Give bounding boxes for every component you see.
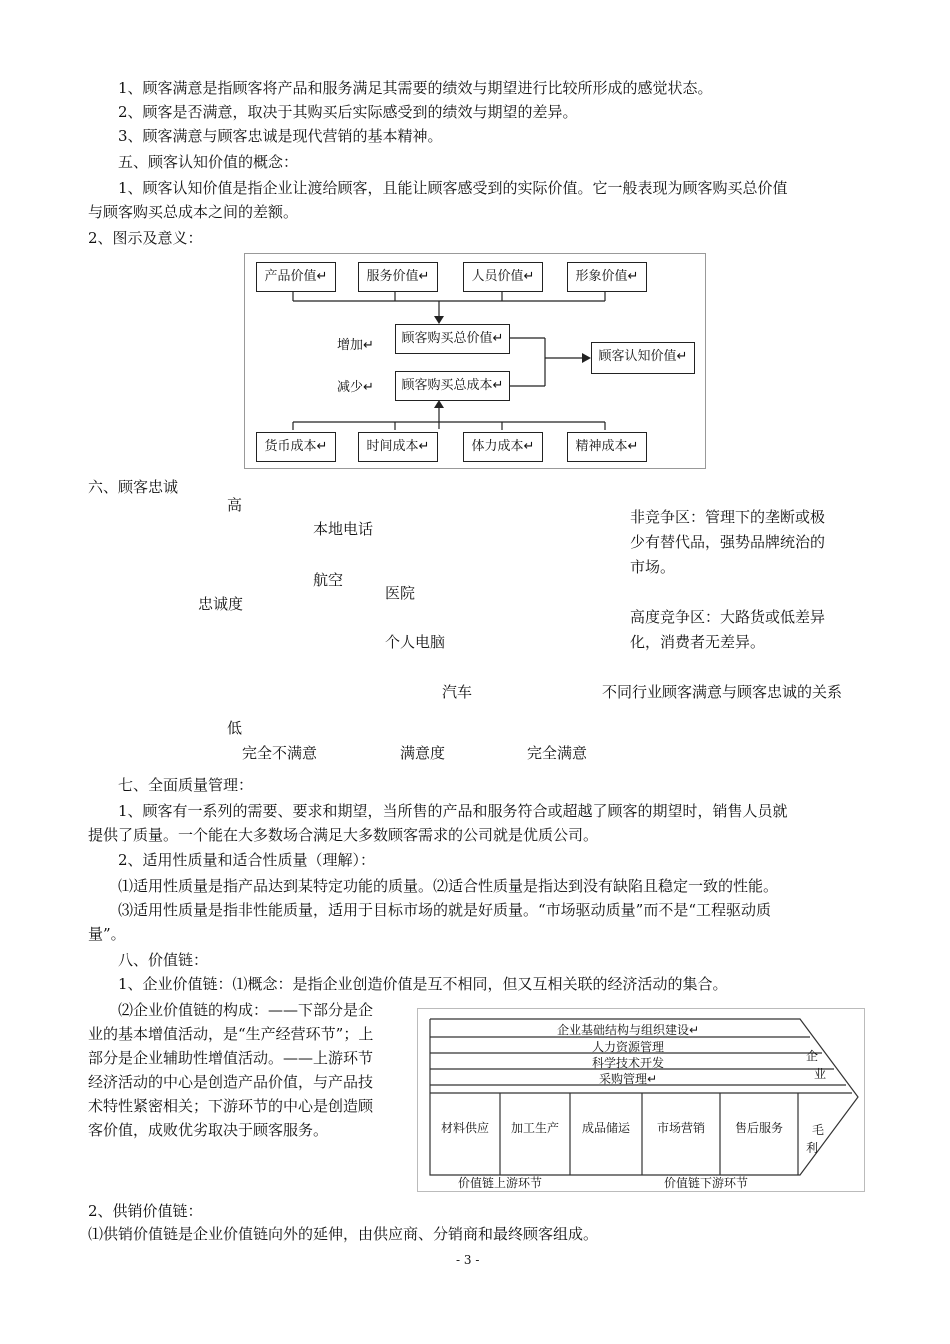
primary-activity: 售后服务 [734,1121,783,1135]
support-activity: 采购管理↵ [598,1072,658,1086]
customer-value-diagram [244,253,706,469]
page-number: - 3 - [456,1253,480,1267]
zone-note: 高度竞争区：大路货或低差异 [630,608,826,626]
money-cost-box: 货币成本↵ [256,432,336,462]
zone-note: 非竞争区：管理下的垄断或极 [630,508,826,526]
text-line: 2、适用性质量和适合性质量（理解）： [118,851,376,869]
text-line: 业的基本增值活动，是“生产经营环节”；上 [88,1025,374,1043]
decrease-label: 减少↵ [337,380,374,395]
image-value-box: 形象价值↵ [567,262,647,292]
text-line: 2、顾客是否满意，取决于其购买后实际感受到的绩效与期望的差异。 [118,103,578,121]
value-chain-diagram [417,1008,865,1192]
psychic-cost-box: 精神成本↵ [567,432,647,462]
energy-cost-box: 体力成本↵ [463,432,543,462]
primary-activity: 成品储运 [581,1121,630,1135]
pc-label: 个人电脑 [385,633,446,651]
margin-label: 企 [806,1049,819,1063]
text-line: 量”。 [88,925,126,943]
local-phone-label: 本地电话 [313,520,374,538]
primary-activity: 市场营销 [656,1121,705,1135]
text-line: ⑵企业价值链的构成：——下部分是企 [118,1001,374,1019]
text-line: ⑶适用性质量是指非性能质量，适用于目标市场的就是好质量。“市场驱动质量”而不是“工程驱动质 [118,901,772,919]
zone-note: 市场。 [630,558,676,576]
total-cost-box: 顾客购买总成本↵ [395,371,510,401]
support-activity: 人力资源管理 [591,1040,664,1054]
time-cost-box: 时间成本↵ [358,432,438,462]
zone-note: 少有替代品，强势品牌统治的 [630,533,826,551]
section-heading: 2、供销价值链： [88,1202,203,1220]
text-line: 部分是企业辅助性增值活动。——上游环节 [88,1049,374,1067]
x-right-label: 完全满意 [527,744,588,762]
text-line: 提供了质量。一个能在大多数场合满足大多数顾客需求的公司就是优质公司。 [88,826,599,844]
loyalty-axis-label: 忠诚度 [198,595,244,613]
service-value-box: 服务价值↵ [358,262,438,292]
total-value-box: 顾客购买总价值↵ [395,324,510,354]
upstream-label: 价值链上游环节 [458,1176,543,1190]
x-mid-label: 满意度 [400,744,446,762]
support-activity: 科学技术开发 [591,1056,664,1070]
product-value-box: 产品价值↵ [256,262,336,292]
downstream-label: 价值链下游环节 [664,1176,749,1190]
perceived-value-box: 顾客认知价值↵ [591,342,695,374]
text-line: 与顾客购买总成本之间的差额。 [88,203,299,221]
airline-label: 航空 [313,571,344,589]
primary-activity: 材料供应 [440,1121,489,1135]
car-label: 汽车 [442,683,473,701]
text-line: 客价值，成败优劣取决于顾客服务。 [88,1121,329,1139]
text-line: 术特性紧密相关；下游环节的中心是创造顾 [88,1097,374,1115]
section-heading: 八、价值链： [118,951,209,969]
text-line: 2、图示及意义： [88,229,203,247]
loyalty-high-label: 高 [227,496,243,514]
text-line: 1、顾客认知价值是指企业让渡给顾客，且能让顾客感受到的实际价值。它一般表现为顾客购买总价值 [118,179,788,197]
text-line: 3、顾客满意与顾客忠诚是现代营销的基本精神。 [118,127,443,145]
text-line: 经济活动的中心是创造产品价值，与产品技 [88,1073,374,1091]
section-heading: 六、顾客忠诚 [88,478,179,496]
margin-label: 业 [814,1067,827,1081]
text-line: ⑴适用性质量是指产品达到某特定功能的质量。⑵适合性质量是指达到没有缺陷且稳定一致的性能。 [118,877,779,895]
primary-activity: 加工生产 [510,1121,559,1135]
text-line: ⑴供销价值链是企业价值链向外的延伸，由供应商、分销商和最终顾客组成。 [88,1225,599,1243]
text-line: 1、顾客有一系列的需要、要求和期望，当所售的产品和服务符合或超越了顾客的期望时，销售人员就 [118,802,788,820]
chart-caption: 不同行业顾客满意与顾客忠诚的关系 [602,683,843,701]
section-heading: 五、顾客认知价值的概念： [118,153,299,171]
personnel-value-box: 人员价值↵ [463,262,543,292]
increase-label: 增加↵ [337,338,374,353]
loyalty-low-label: 低 [227,719,243,737]
zone-note: 化，消费者无差异。 [630,633,766,651]
margin-label: 利 [806,1141,819,1155]
x-left-label: 完全不满意 [242,744,318,762]
support-activity: 企业基础结构与组织建设↵ [556,1023,700,1037]
text-line: 1、企业价值链：⑴概念：是指企业创造价值是互不相同，但又互相关联的经济活动的集合。 [118,975,728,993]
margin-label: 毛 [812,1123,825,1137]
hospital-label: 医院 [385,584,416,602]
text-line: 1、顾客满意是指顾客将产品和服务满足其需要的绩效与期望进行比较所形成的感觉状态。 [118,79,713,97]
section-heading: 七、全面质量管理： [118,776,254,794]
